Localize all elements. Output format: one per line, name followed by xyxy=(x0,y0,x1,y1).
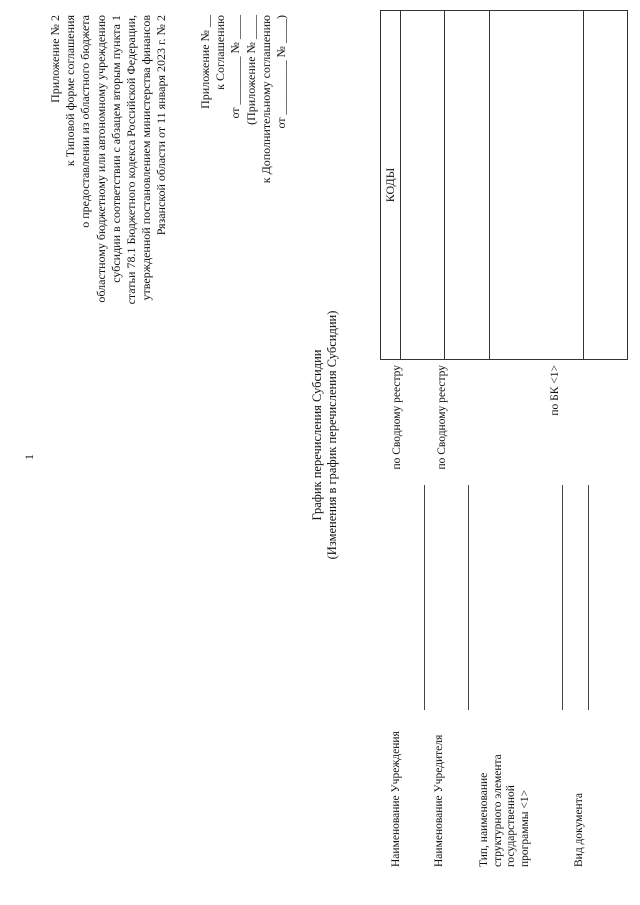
appendix-line: областному бюджетному или автономному учреждению xyxy=(93,15,108,303)
field-line-program-element xyxy=(562,485,563,710)
field-label-founder: Наименование Учредителя xyxy=(433,734,445,867)
codes-row-founder xyxy=(445,11,490,359)
reference-line: к Дополнительному соглашению xyxy=(258,15,273,184)
reference-line: к Соглашению xyxy=(213,15,228,90)
field-line-founder xyxy=(468,485,469,710)
field-code-label-founder: по Сводному реестру xyxy=(436,365,448,470)
field-label-program-element: Тип, наименование структурного элемента государственной программы <1> xyxy=(478,754,531,867)
appendix-line: Рязанской области от 11 января 2023 г. № 2 xyxy=(154,15,169,236)
title-main: График перечисления Субсидии xyxy=(310,349,324,521)
appendix-block xyxy=(48,15,170,345)
agreement-reference-block xyxy=(198,15,289,305)
reference-line: Приложение № __ xyxy=(198,15,212,109)
appendix-line: о предоставлении из областного бюджета xyxy=(78,15,93,228)
reference-line: от _________ № ____) xyxy=(274,15,289,129)
appendix-line: утвержденной постановлением министерства финансов xyxy=(139,15,154,301)
field-code-label-institution: по Сводному реестру xyxy=(391,365,403,470)
appendix-line: к Типовой форме соглашения xyxy=(63,15,78,167)
field-label-document-type: Вид документа xyxy=(573,793,585,867)
field-line-document-type xyxy=(588,485,589,710)
reference-line: от ________ № ____ xyxy=(228,15,243,119)
field-code-label-program-element: по БК <1> xyxy=(549,365,561,416)
appendix-line: субсидии в соответствии с абзацем вторым пункта 1 xyxy=(108,15,123,283)
codes-row-document-type xyxy=(584,11,629,359)
page-number: 1 xyxy=(22,454,36,460)
codes-header-row xyxy=(381,11,401,359)
appendix-line: Приложение № 2 xyxy=(48,15,62,103)
field-line-institution xyxy=(424,485,425,710)
document-title xyxy=(310,265,340,605)
codes-header: КОДЫ xyxy=(383,167,397,203)
reference-line: (Приложение № ____ xyxy=(243,15,258,125)
codes-table xyxy=(380,10,628,360)
appendix-line: статьи 78.1 Бюджетного кодекса Российской Федерации, xyxy=(124,15,139,305)
title-sub: (Изменения в график перечисления Субсидии) xyxy=(325,310,339,560)
codes-row-institution xyxy=(401,11,445,359)
field-label-institution: Наименование Учреждения xyxy=(390,731,402,867)
codes-row-program-element xyxy=(490,11,584,359)
